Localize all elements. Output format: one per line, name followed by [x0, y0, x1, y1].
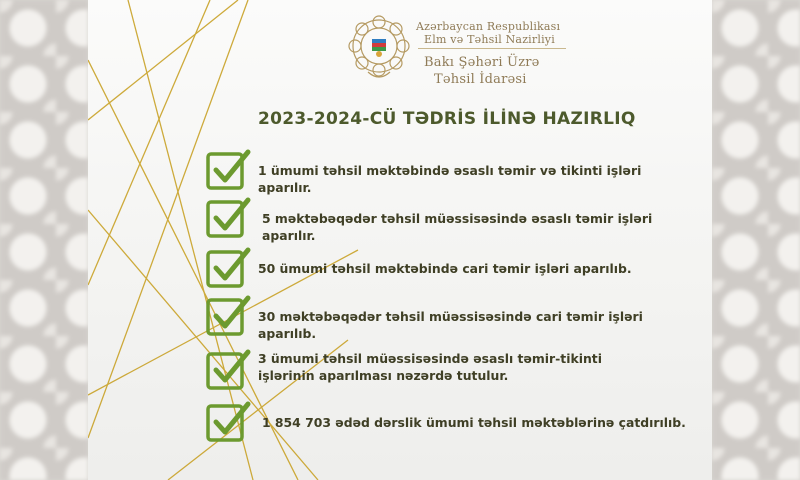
office-name-line2: Təhsil İdarəsi	[434, 72, 527, 87]
item-text: 30 məktəbəqədər təhsil müəssisəsində cari təmir işləri aparılıb.	[258, 309, 643, 341]
list-item	[206, 148, 706, 198]
checkbox-check-icon	[206, 400, 252, 446]
ministry-name-line1: Azərbaycan Respublikası	[416, 20, 561, 33]
item-text-line2: işlərinin aparılması nəzərdə tutulur.	[258, 368, 509, 383]
left-background-pattern	[0, 0, 88, 480]
list-item	[206, 196, 706, 246]
item-text-line1: 3 ümumi təhsil müəssisəsində əsaslı təmir-tikinti	[258, 351, 602, 366]
item-text: 1 854 703 ədəd dərslik ümumi təhsil məktəblərinə çatdırılıb.	[262, 415, 686, 430]
checkbox-check-icon	[206, 148, 252, 194]
ministry-name-line2: Elm və Təhsil Nazirliyi	[424, 33, 555, 46]
office-name-line1: Bakı Şəhəri Üzrə	[424, 55, 540, 70]
item-text: 5 məktəbəqədər təhsil müəssisəsində əsaslı təmir işləri aparılır.	[262, 211, 653, 243]
checkbox-check-icon	[206, 246, 252, 292]
ministry-logo	[346, 12, 606, 92]
info-card	[88, 0, 712, 480]
logo-divider	[418, 48, 566, 49]
list-item	[206, 348, 706, 398]
state-emblem-icon	[346, 12, 412, 84]
list-item	[206, 294, 706, 344]
list-item	[206, 246, 706, 296]
right-background-pattern	[712, 0, 800, 480]
checkbox-check-icon	[206, 348, 252, 394]
checkbox-check-icon	[206, 294, 252, 340]
checkbox-check-icon	[206, 196, 252, 242]
page-title: 2023-2024-CÜ TƏDRİS İLİNƏ HAZIRLIQ	[258, 109, 636, 129]
item-text: 50 ümumi təhsil məktəbində cari təmir işləri aparılıb.	[258, 261, 632, 276]
item-text: 1 ümumi təhsil məktəbində əsaslı təmir və tikinti işləri aparılır.	[258, 163, 642, 195]
list-item	[206, 400, 706, 450]
item-text	[258, 350, 698, 384]
